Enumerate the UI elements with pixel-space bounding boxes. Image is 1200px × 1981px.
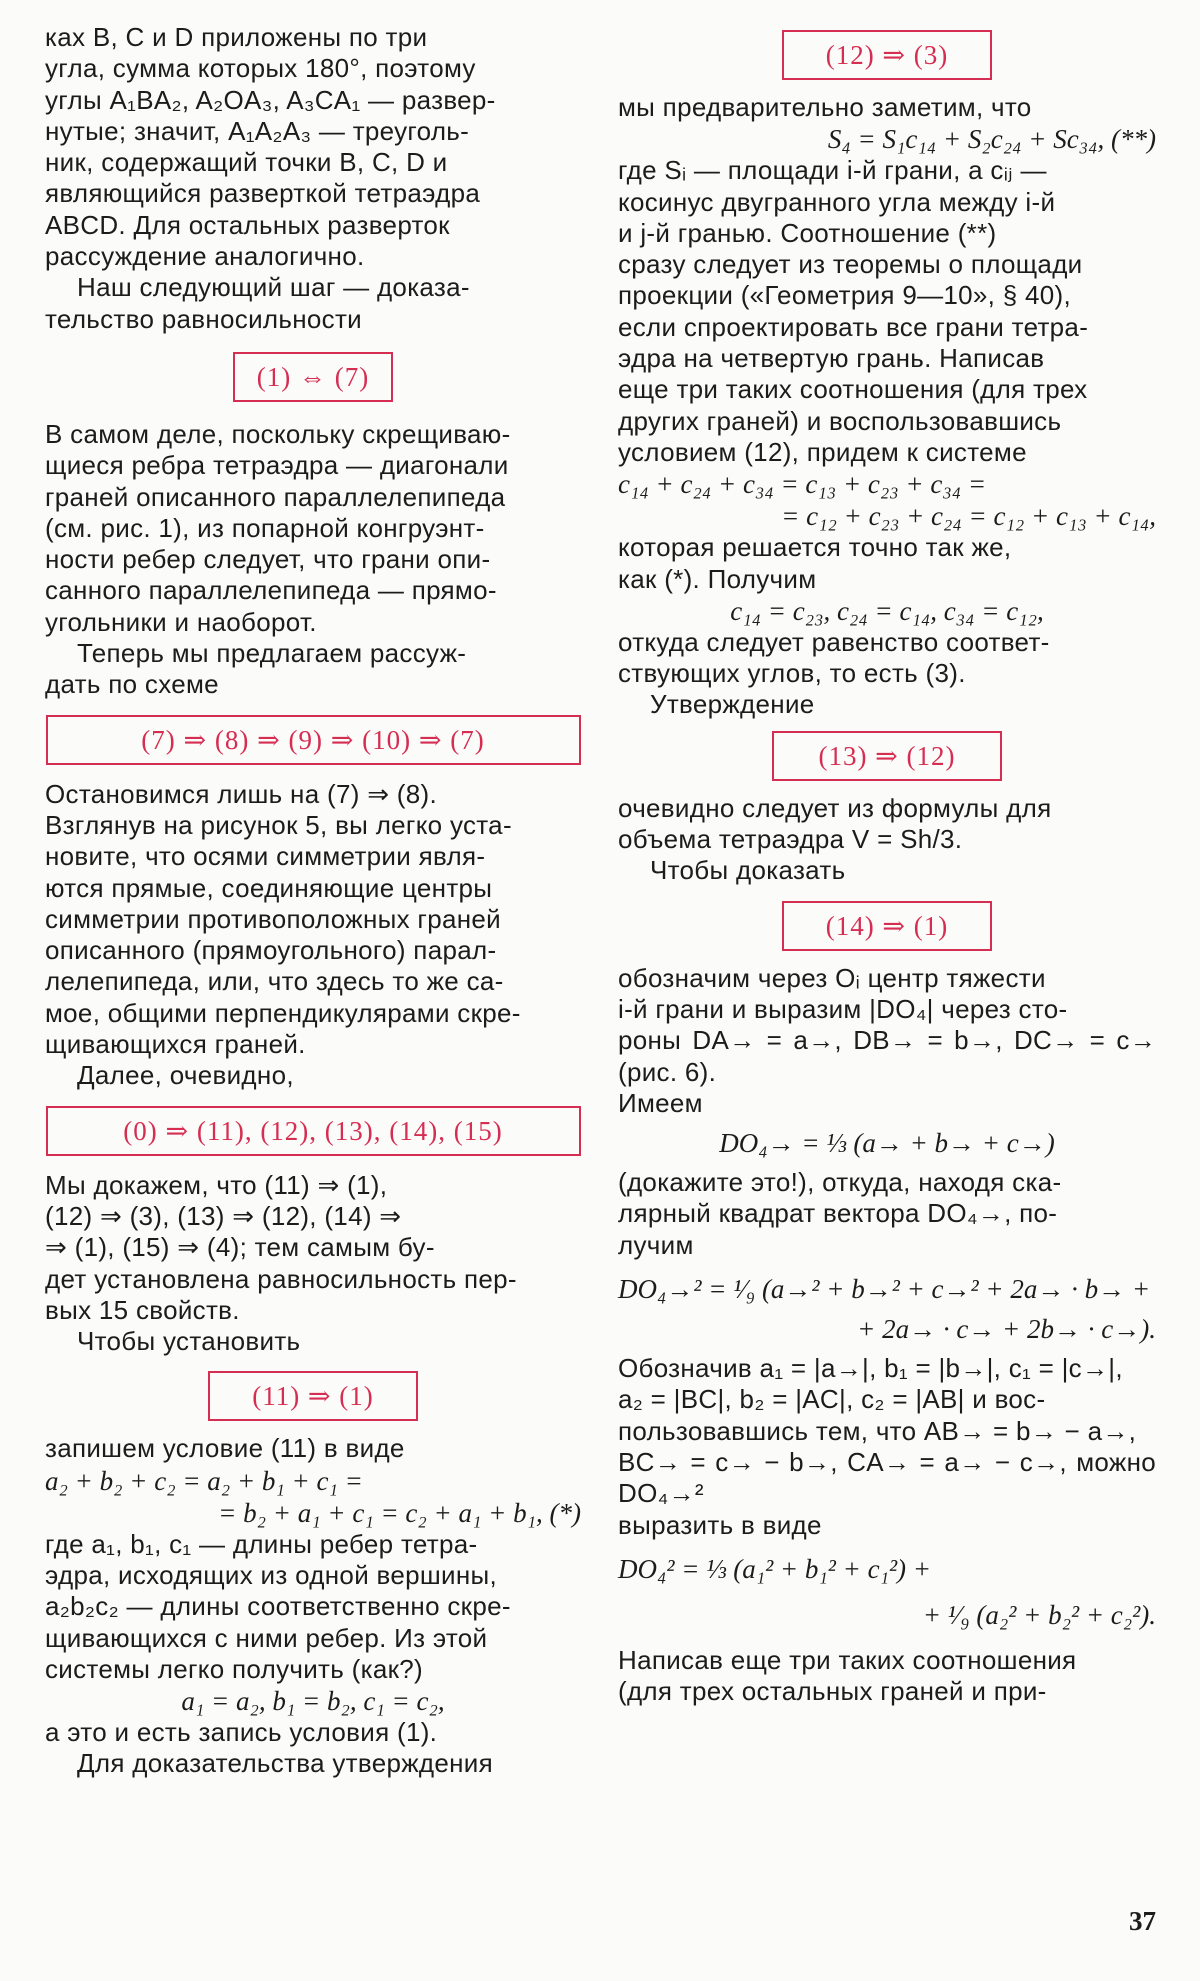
page-number: 37 [1129,1906,1156,1936]
paragraph: Написав еще три таких соотношения (для трех остальных граней и при- [618,1644,1077,1707]
scheme-box: (0) ⇒ (11), (12), (13), (14), (15) [46,1106,581,1156]
equation: = c₁₂ + c₂₃ + c₂₄ = c₁₂ + c₁₃ + c₁₄, [781,501,1156,532]
paragraph: где Sᵢ — площади i-й грани, а cᵢⱼ — косинус двугранного угла между i-й и j-й гранью. Соотношение (**) сразу следует из теоремы о площади проекции («Геометрия 9—10», § 40), если спроектировать все грани тетра- эдра на четвертую грань. Написав еще три таких соотношения (для трех других граней) и воспользовавшись условием (12), придем к системе [618,155,1089,467]
equation: DO₄² = ⅓ (a₁² + b₁² + c₁²) + [618,1553,932,1584]
equation: + ¹⁄₉ (a₂² + b₂² + c₂²). [922,1599,1156,1630]
paragraph: Теперь мы предлагаем рассуж- дать по схеме [45,638,467,700]
equation: a₁ = a₂, b₁ = b₂, c₁ = c₂, [181,1686,445,1717]
paragraph: откуда следует равенство соответ- ствующих углов, то есть (3). [618,626,1050,689]
equation: S₄ = S₁c₁₄ + S₂c₂₄ + Sc₃₄, (**) [827,124,1156,155]
paragraph: где a₁, b₁, c₁ — длины ребер тетра- эдра, исходящих из одной вершины, a₂b₂c₂ — длины соответственно скре- щивающихся с ними ребер. Из этой системы легко получить (как?) [45,1528,511,1684]
equation: = b₂ + a₁ + c₁ = c₂ + a₁ + b₁, (*) [218,1497,581,1528]
paragraph: а это и есть запись условия (1). [45,1717,438,1748]
scheme-box: (14) ⇒ (1) [782,901,992,951]
paragraph: Обозначив a₁ = |a→|, b₁ = |b→|, c₁ = |c→|, a₂ = |BC|, b₂ = |AC|, c₂ = |AB| и вос- пользовавшись тем, что AB→ = b→ − a→, BC→ = c→ − b→, CA→ = a→ − c→, можно DO₄→² выразить в виде [618,1353,1156,1540]
left-column [45,22,581,1780]
paragraph: запишем условие (11) в виде [45,1433,405,1464]
paragraph: (докажите это!), откуда, находя ска- лярный квадрат вектора DO₄→, по- лучим [618,1167,1062,1260]
paragraph: В самом деле, поскольку скрещиваю- щиеся ребра тетраэдра — диагонали граней описанного параллелепипеда (см. рис. 1), из попарной конгруэнт- ности ребер следует, что грани опи- санного параллелепипеда — прямо- угольники и наоборот. [45,418,511,637]
scheme-box: (7) ⇒ (8) ⇒ (9) ⇒ (10) ⇒ (7) [46,715,581,765]
paragraph: Утверждение [650,689,815,720]
equation: a₂ + b₂ + c₂ = a₂ + b₁ + c₁ = [45,1465,363,1496]
scheme-box: (13) ⇒ (12) [772,731,1002,781]
equation: DO₄→² = ¹⁄₉ (a→² + b→² + c→² + 2a→ · b→ + [618,1274,1151,1305]
right-column [618,22,1156,1707]
paragraph: Мы докажем, что (11) ⇒ (1), (12) ⇒ (3), (13) ⇒ (12), (14) ⇒ ⇒ (1), (15) ⇒ (4); тем самым бу- дет установлена равносильность пер- вых 15 свойств. [45,1169,517,1325]
equation: c₁₄ = c₂₃, c₂₄ = c₁₄, c₃₄ = c₁₂, [730,595,1044,626]
paragraph: Чтобы доказать [650,855,846,886]
paragraph: Чтобы установить [77,1326,301,1357]
paragraph: очевидно следует из формулы для объема тетраэдра V = Sh/3. [618,792,1052,855]
paragraph: ках B, C и D приложены по три угла, сумма которых 180°, поэтому углы A₁BA₂, A₂OA₃, A₃CA₁ — развер- нутые; значит, A₁A₂A₃ — треуголь- ник, содержащий точки B, C, D и являющийся разверткой тетраэдра ABCD. Для остальных разверток рассуждение аналогично. [45,22,496,272]
paragraph: Остановимся лишь на (7) ⇒ (8). Взглянув на рисунок 5, вы легко уста- новите, что осями симметрии явля- ются прямые, соединяющие центры симметрии противоположных граней описанного (прямоугольного) парал- лелепипеда, или, что здесь то же са- мое, общими перпендикулярами скре- щивающихся граней. [45,778,521,1060]
paragraph: мы предварительно заметим, что [618,92,1032,122]
equation: DO₄→ = ⅓ (a→ + b→ + c→) [719,1128,1055,1159]
scheme-box: (11) ⇒ (1) [208,1371,418,1421]
paragraph: обозначим через Oᵢ центр тяжести i-й грани и выразим |DO₄| через сто- роны DA→ = a→, DB→ = b→, DC→ = c→ (рис. 6). Имеем [618,962,1156,1118]
paragraph: которая решается точно так же, как (*). Получим [618,532,1012,594]
paragraph: Далее, очевидно, [77,1060,294,1091]
paragraph: Для доказательства утверждения [77,1748,494,1779]
scheme-box: (1) ⇔ (7) [233,352,393,402]
equation: c₁₄ + c₂₄ + c₃₄ = c₁₃ + c₂₃ + c₃₄ = [618,469,987,500]
equation: + 2a→ · c→ + 2b→ · c→). [857,1314,1156,1345]
scheme-box: (12) ⇒ (3) [782,30,992,80]
paragraph: Наш следующий шаг — доказа- тельство равносильности [45,272,470,334]
